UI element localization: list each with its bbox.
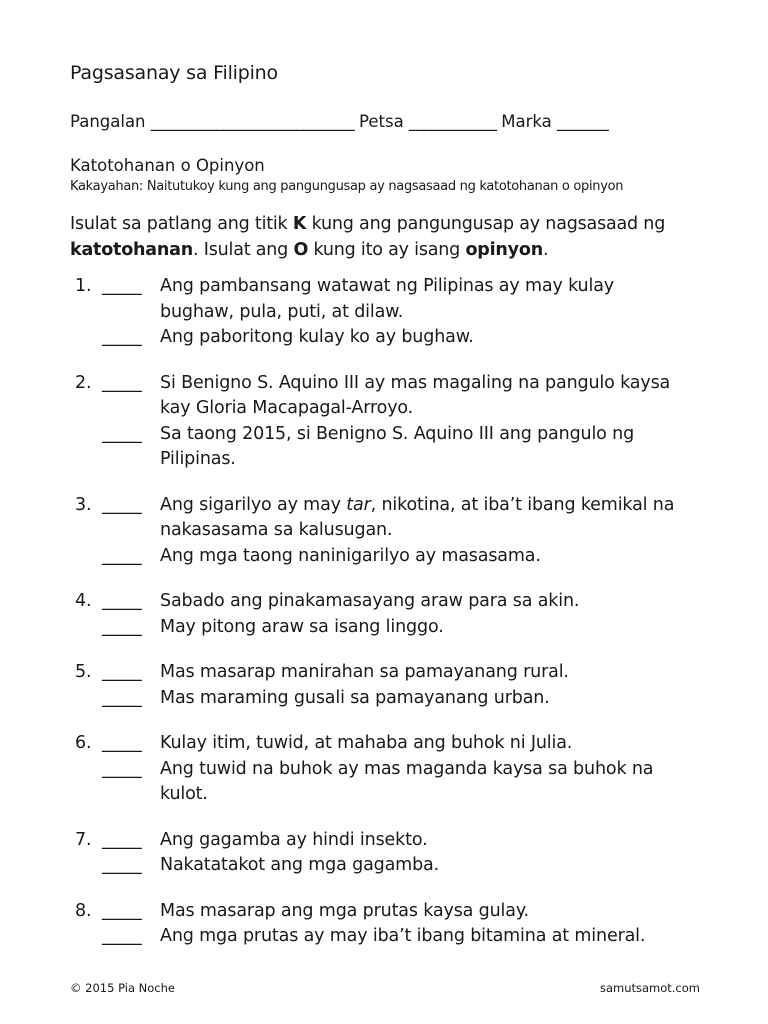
website-text: samutsamot.com (599, 981, 700, 995)
question-item (0, 660, 768, 711)
answer-blank[interactable]: _____ (102, 900, 141, 921)
name-label: Pangalan (70, 112, 146, 131)
statement-text: Ang gagamba ay hindi insekto. (160, 829, 428, 850)
statement-text: Ang mga prutas ay may iba’t ibang bitamina at mineral. (160, 926, 646, 946)
statement-text (160, 493, 674, 519)
item-number: 3. (75, 494, 92, 515)
statement-text: May pitong araw sa isang linggo. (160, 616, 444, 637)
answer-blank[interactable]: _____ (102, 372, 141, 393)
answer-blank[interactable]: _____ (102, 327, 141, 347)
statement-text-part: Ang sigarilyo ay may (160, 494, 347, 515)
answer-blank[interactable]: _____ (102, 616, 141, 637)
instructions-text: Isulat sa patlang ang titik (70, 214, 293, 234)
statement-text: Mas masarap manirahan sa pamayanang rural. (160, 662, 569, 682)
item-number: 7. (75, 829, 92, 850)
fact-word: katotohanan (70, 240, 194, 260)
statement-text: Nakatatakot ang mga gagamba. (160, 855, 440, 875)
answer-blank[interactable]: _____ (102, 758, 141, 779)
name-blank[interactable]: ____________________________ (150, 112, 354, 131)
opinion-word: opinyon (465, 240, 543, 260)
answer-blank[interactable]: _____ (102, 591, 141, 611)
skill-description: Kakayahan: Naitutukoy kung ang pangungusap ay nagsasaad ng katotohanan o opinyon (70, 179, 624, 194)
answer-blank[interactable]: _____ (102, 829, 141, 850)
statement-text: Mas masarap ang mga prutas kaysa gulay. (160, 900, 529, 921)
question-item (0, 589, 768, 640)
section-title: Katotohanan o Opinyon (70, 156, 265, 175)
statement-text: Si Benigno S. Aquino III ay mas magaling na pangulo kaysa (160, 372, 671, 393)
letter-o: O (293, 240, 309, 260)
letter-k: K (292, 214, 307, 234)
statement-text: Ang tuwid na buhok ay mas maganda kaysa sa buhok na (160, 758, 654, 779)
answer-blank[interactable]: _____ (102, 733, 141, 753)
question-list (0, 274, 768, 970)
date-blank[interactable]: ____________ (408, 112, 496, 131)
instructions-text: . Isulat ang (193, 240, 294, 260)
item-number: 1. (75, 276, 92, 296)
instructions-text: . (542, 240, 549, 260)
question-item (0, 371, 768, 473)
copyright-text: © 2015 Pia Noche (70, 981, 175, 995)
question-item (0, 731, 768, 808)
instructions-text: kung ito ay isang (308, 240, 466, 260)
statement-text-part: , nikotina, at iba’t ibang kemikal na (370, 494, 675, 515)
statement-text: Pilipinas. (160, 449, 236, 469)
score-label: Marka (501, 112, 552, 131)
answer-blank[interactable]: _____ (102, 662, 141, 682)
question-item (0, 274, 768, 351)
question-item (0, 899, 768, 950)
answer-blank[interactable]: _____ (102, 545, 141, 566)
statement-text: bughaw, pula, puti, at dilaw. (160, 301, 404, 322)
instructions-text: kung ang pangungusap ay nagsasaad ng (306, 214, 666, 234)
item-number: 4. (75, 591, 92, 611)
answer-blank[interactable]: _____ (102, 687, 141, 708)
score-blank[interactable]: _______ (556, 112, 608, 131)
statement-text: Sabado ang pinakamasayang araw para sa akin. (160, 591, 580, 611)
statement-text: kulot. (160, 784, 208, 804)
answer-blank[interactable]: _____ (102, 276, 141, 296)
answer-blank[interactable]: _____ (102, 494, 141, 515)
item-number: 8. (75, 900, 92, 921)
statement-text: Ang pambansang watawat ng Pilipinas ay may kulay (160, 276, 614, 296)
statement-text: Ang paboritong kulay ko ay bughaw. (160, 327, 474, 347)
statement-text: Mas maraming gusali sa pamayanang urban. (160, 687, 550, 708)
student-info-line (70, 112, 720, 131)
instructions (70, 211, 710, 263)
statement-text: Ang mga taong naninigarilyo ay masasama. (160, 545, 541, 566)
statement-text: Kulay itim, tuwid, at mahaba ang buhok ni Julia. (160, 733, 573, 753)
question-item (0, 493, 768, 570)
statement-text: nakasasama sa kalusugan. (160, 520, 393, 540)
answer-blank[interactable]: _____ (102, 423, 141, 444)
answer-blank[interactable]: _____ (102, 926, 141, 946)
item-number: 2. (75, 372, 92, 393)
date-label: Petsa (359, 112, 404, 131)
answer-blank[interactable]: _____ (102, 855, 141, 875)
page-title: Pagsasanay sa Filipino (70, 62, 278, 84)
question-item (0, 828, 768, 879)
statement-italic-word: tar (346, 494, 371, 515)
statement-text: kay Gloria Macapagal-Arroyo. (160, 398, 414, 418)
item-number: 6. (75, 733, 92, 753)
statement-text: Sa taong 2015, si Benigno S. Aquino III ang pangulo ng (160, 423, 635, 444)
item-number: 5. (75, 662, 92, 682)
